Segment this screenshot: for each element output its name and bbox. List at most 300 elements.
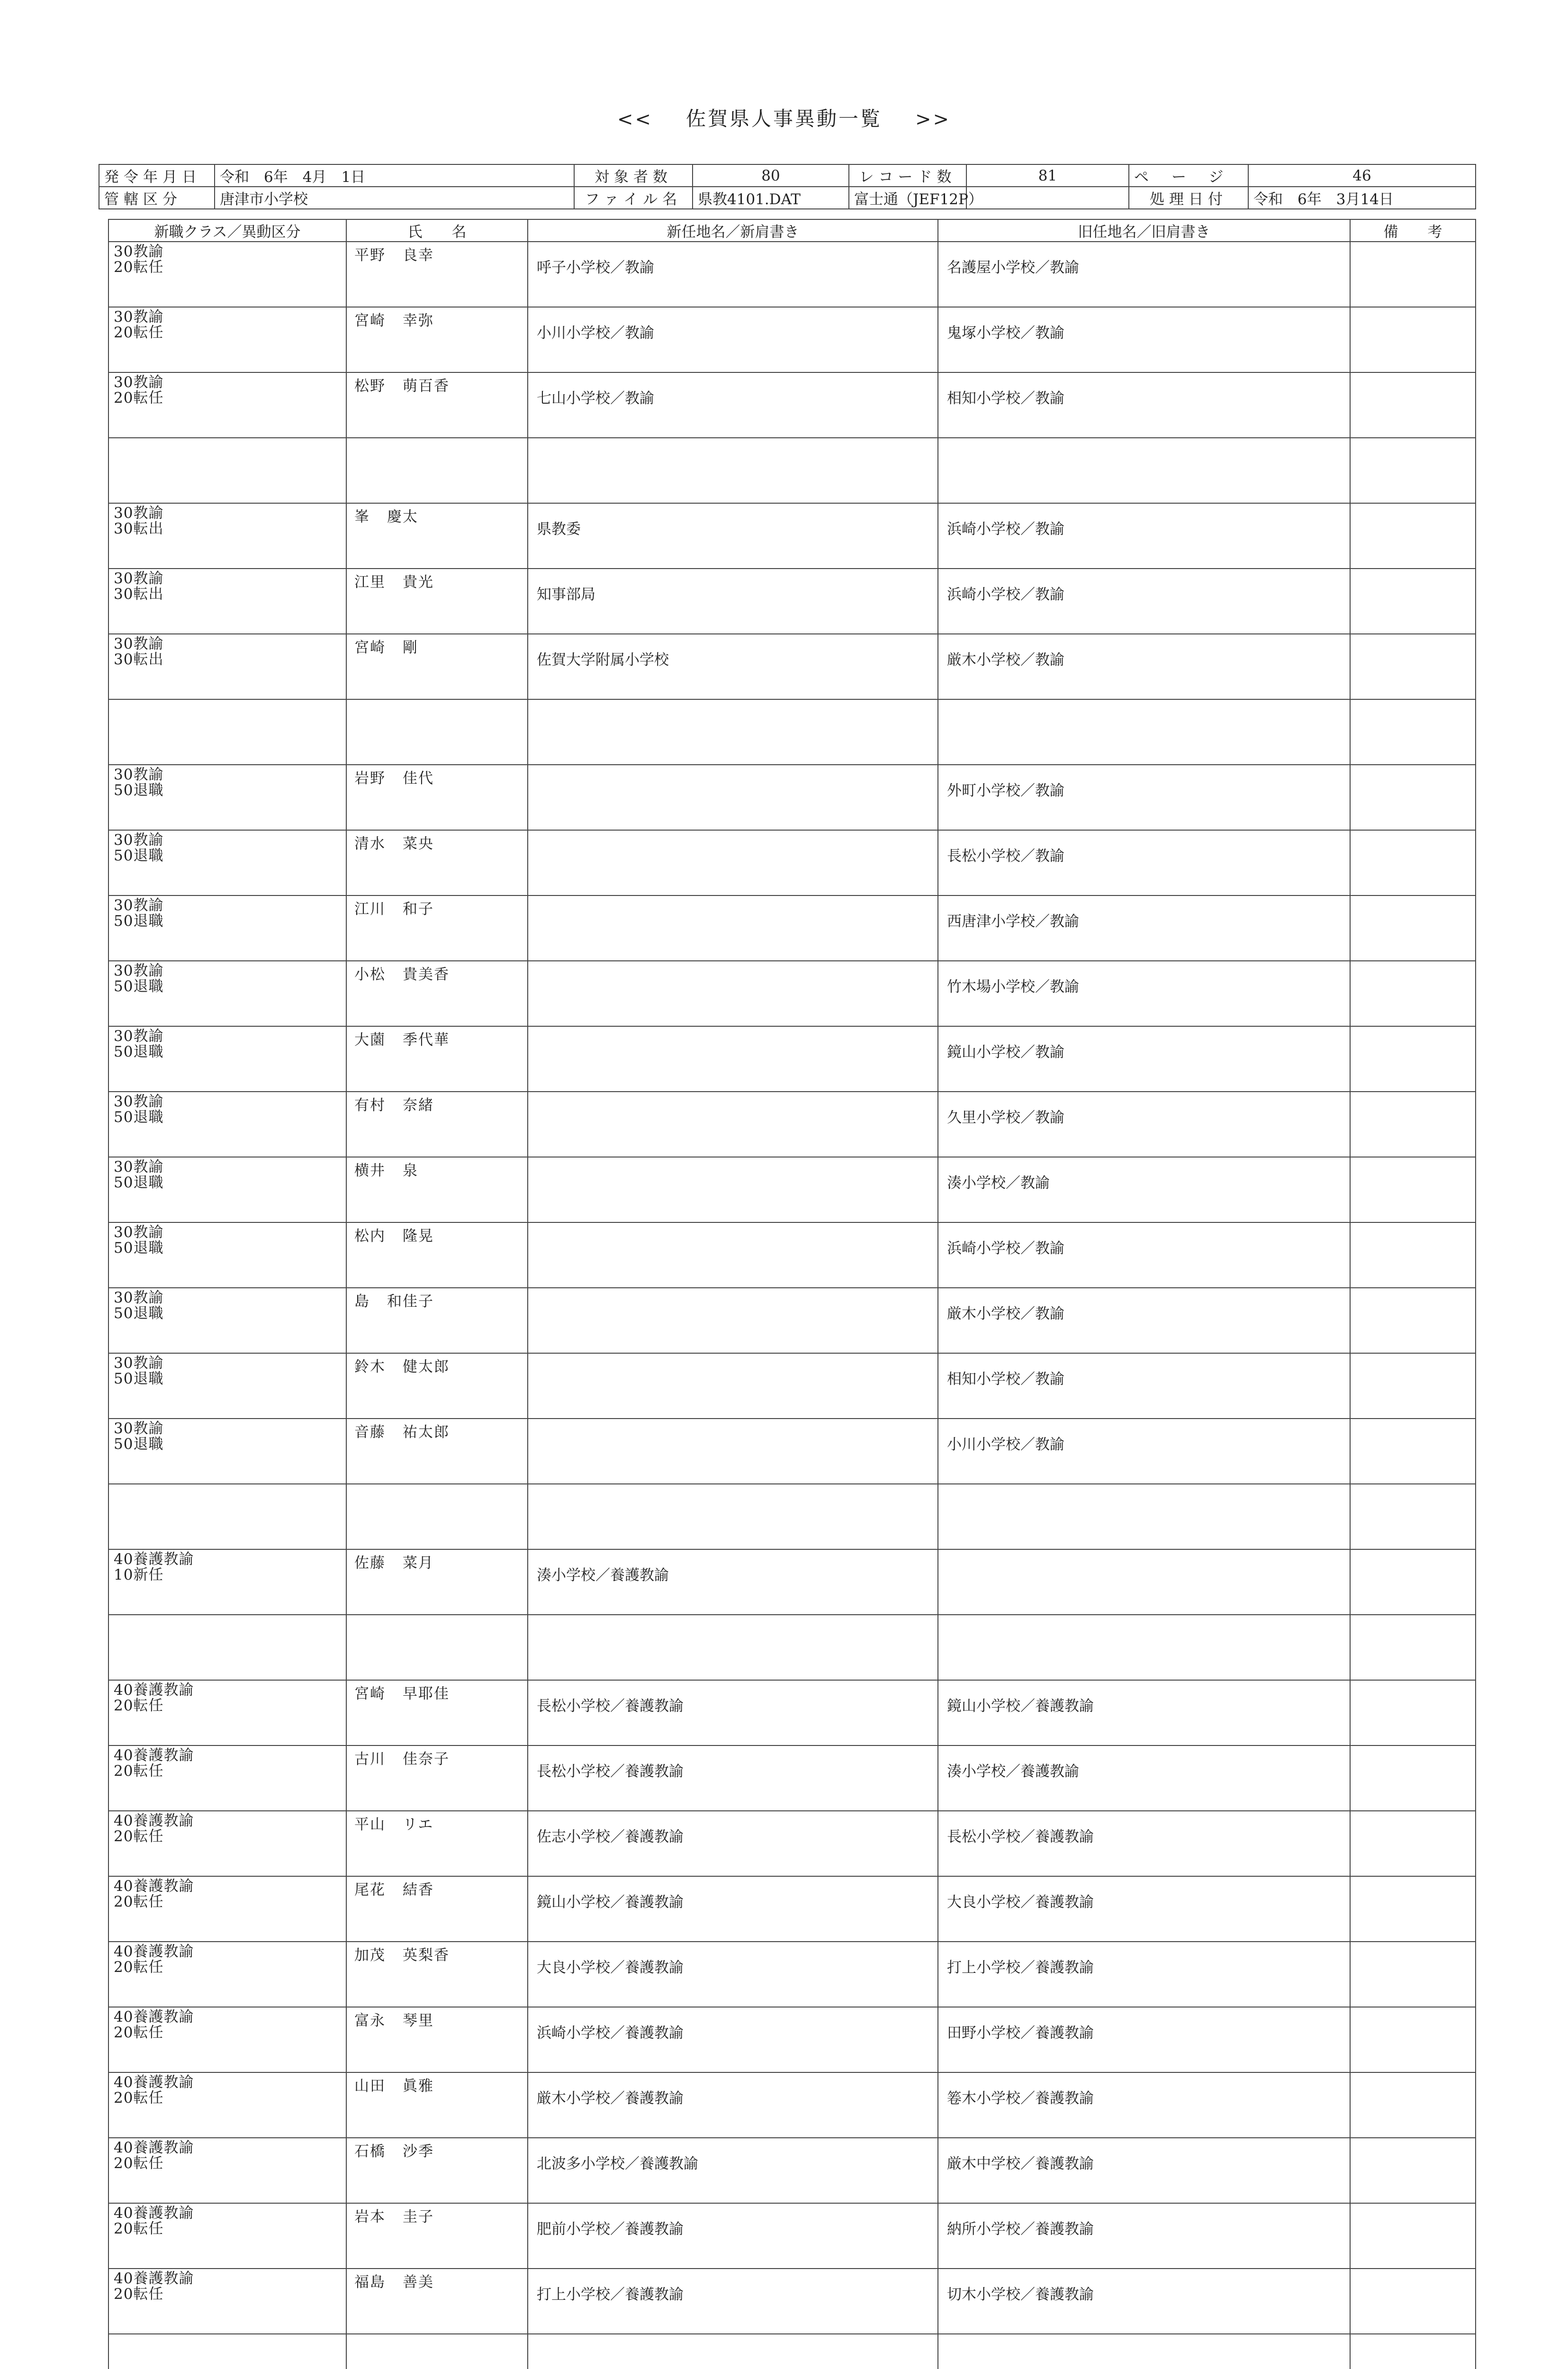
transfer-type: 50退職 bbox=[114, 1174, 164, 1192]
new-post-cell bbox=[528, 2334, 938, 2369]
new-post-cell bbox=[528, 1615, 938, 1680]
name-cell bbox=[346, 438, 528, 503]
header-info-table bbox=[99, 164, 1476, 209]
new-post-cell: 打上小学校／養護教諭 bbox=[528, 2269, 938, 2334]
new-post-cell bbox=[528, 1288, 938, 1353]
remarks-cell bbox=[1350, 2072, 1476, 2138]
old-post-cell: 西唐津小学校／教諭 bbox=[938, 895, 1350, 961]
remarks-cell bbox=[1350, 1549, 1476, 1615]
class-cell bbox=[108, 1549, 346, 1615]
job-class: 30教諭 bbox=[114, 308, 164, 326]
table-row bbox=[108, 1745, 1476, 1811]
table-row bbox=[108, 1222, 1476, 1288]
processed-date-value: 令和 6年 3月14日 bbox=[1248, 187, 1476, 209]
job-class: 40養護教諭 bbox=[114, 1682, 194, 1699]
surname: 江川 bbox=[354, 901, 386, 918]
new-post-cell bbox=[528, 1353, 938, 1419]
old-post-cell: 納所小学校／養護教諭 bbox=[938, 2203, 1350, 2269]
new-post-cell: 大良小学校／養護教諭 bbox=[528, 1942, 938, 2007]
new-post-cell: 佐賀大学附属小学校 bbox=[528, 634, 938, 699]
old-post-cell: 浜崎小学校／教諭 bbox=[938, 503, 1350, 569]
system-value: 富士通（JEF12P） bbox=[849, 187, 966, 209]
given-name: 菜央 bbox=[403, 835, 434, 852]
record-count-label: レコード数 bbox=[849, 164, 966, 187]
remarks-cell bbox=[1350, 1615, 1476, 1680]
surname: 岩野 bbox=[354, 770, 386, 787]
file-name-label: ファイル名 bbox=[574, 187, 693, 209]
remarks-cell bbox=[1350, 1680, 1476, 1745]
class-cell bbox=[108, 1353, 346, 1419]
name-cell bbox=[346, 242, 528, 307]
transfer-type: 50退職 bbox=[114, 1109, 164, 1126]
table-row bbox=[108, 1942, 1476, 2007]
remarks-cell bbox=[1350, 1353, 1476, 1419]
given-name: 奈緒 bbox=[403, 1097, 434, 1114]
table-row bbox=[108, 1549, 1476, 1615]
old-post-cell: 浜崎小学校／教諭 bbox=[938, 1222, 1350, 1288]
class-cell bbox=[108, 569, 346, 634]
surname: 宮崎 bbox=[354, 312, 386, 329]
new-post-cell: 浜崎小学校／養護教諭 bbox=[528, 2007, 938, 2072]
name-cell bbox=[346, 1419, 528, 1484]
given-name: 祐太郎 bbox=[403, 1424, 450, 1441]
given-name: 良幸 bbox=[403, 247, 434, 264]
name-cell bbox=[346, 765, 528, 830]
transfer-type: 30転出 bbox=[114, 586, 164, 603]
surname: 鈴木 bbox=[354, 1358, 386, 1375]
transfer-type: 30転出 bbox=[114, 520, 164, 538]
transfer-type: 50退職 bbox=[114, 1436, 164, 1453]
new-post-cell bbox=[528, 1419, 938, 1484]
given-name: 結香 bbox=[403, 1881, 434, 1899]
name-cell bbox=[346, 1288, 528, 1353]
old-post-cell: 厳木中学校／養護教諭 bbox=[938, 2138, 1350, 2203]
given-name: 佳代 bbox=[403, 770, 434, 787]
given-name: 貴美香 bbox=[403, 966, 450, 983]
class-cell bbox=[108, 1811, 346, 1876]
new-post-cell bbox=[528, 1157, 938, 1222]
name-cell bbox=[346, 1942, 528, 2007]
remarks-cell bbox=[1350, 1222, 1476, 1288]
job-class: 30教諭 bbox=[114, 1420, 164, 1437]
table-row bbox=[108, 503, 1476, 569]
table-row bbox=[108, 569, 1476, 634]
old-post-cell: 大良小学校／養護教諭 bbox=[938, 1876, 1350, 1942]
surname: 松野 bbox=[354, 378, 386, 395]
transfer-records-table bbox=[108, 219, 1476, 2369]
remarks-cell bbox=[1350, 242, 1476, 307]
table-row bbox=[108, 895, 1476, 961]
old-post-cell bbox=[938, 699, 1350, 765]
given-name: 善美 bbox=[403, 2274, 434, 2291]
surname: 尾花 bbox=[354, 1881, 386, 1899]
table-row bbox=[108, 1811, 1476, 1876]
name-cell bbox=[346, 699, 528, 765]
transfer-type: 20転任 bbox=[114, 1959, 164, 1976]
surname: 島 bbox=[354, 1293, 370, 1310]
old-post-cell: 鏡山小学校／教諭 bbox=[938, 1026, 1350, 1092]
name-cell bbox=[346, 634, 528, 699]
surname: 石橋 bbox=[354, 2143, 386, 2160]
transfer-type: 20転任 bbox=[114, 2089, 164, 2107]
transfer-type: 30転出 bbox=[114, 651, 164, 669]
name-cell bbox=[346, 2138, 528, 2203]
given-name: 泉 bbox=[403, 1162, 418, 1179]
job-class: 30教諭 bbox=[114, 1224, 164, 1241]
class-cell bbox=[108, 1876, 346, 1942]
old-post-cell: 湊小学校／教諭 bbox=[938, 1157, 1350, 1222]
title-close-mark: >> bbox=[915, 109, 951, 130]
remarks-cell bbox=[1350, 1288, 1476, 1353]
old-post-cell: 箞木小学校／養護教諭 bbox=[938, 2072, 1350, 2138]
class-cell bbox=[108, 1288, 346, 1353]
file-name-value: 県教4101.DAT bbox=[693, 187, 849, 209]
class-cell bbox=[108, 307, 346, 372]
transfer-type: 50退職 bbox=[114, 913, 164, 930]
old-post-cell: 名護屋小学校／教諭 bbox=[938, 242, 1350, 307]
document-title bbox=[0, 103, 1568, 132]
old-post-cell bbox=[938, 1484, 1350, 1549]
new-post-cell bbox=[528, 1092, 938, 1157]
class-cell bbox=[108, 372, 346, 438]
class-cell bbox=[108, 503, 346, 569]
header-info-row-2 bbox=[99, 187, 1476, 209]
table-row bbox=[108, 1680, 1476, 1745]
remarks-cell bbox=[1350, 634, 1476, 699]
old-post-cell: 長松小学校／教諭 bbox=[938, 830, 1350, 895]
job-class: 40養護教諭 bbox=[114, 1747, 194, 1764]
table-row bbox=[108, 438, 1476, 503]
given-name: 剛 bbox=[403, 639, 418, 656]
old-post-cell: 鏡山小学校／養護教諭 bbox=[938, 1680, 1350, 1745]
name-cell bbox=[346, 2269, 528, 2334]
job-class: 30教諭 bbox=[114, 832, 164, 849]
surname: 加茂 bbox=[354, 1947, 386, 1964]
name-cell bbox=[346, 1353, 528, 1419]
class-cell bbox=[108, 1419, 346, 1484]
remarks-cell bbox=[1350, 830, 1476, 895]
old-post-cell bbox=[938, 1615, 1350, 1680]
given-name: 萌百香 bbox=[403, 378, 450, 395]
table-row bbox=[108, 1419, 1476, 1484]
old-post-cell: 湊小学校／養護教諭 bbox=[938, 1745, 1350, 1811]
given-name: 慶太 bbox=[387, 508, 418, 525]
given-name: 英梨香 bbox=[403, 1947, 450, 1964]
jurisdiction-label: 管轄区分 bbox=[99, 187, 215, 209]
old-post-cell: 小川小学校／教諭 bbox=[938, 1419, 1350, 1484]
issue-date-value: 令和 6年 4月 1日 bbox=[215, 164, 574, 187]
old-post-cell: 打上小学校／養護教諭 bbox=[938, 1942, 1350, 2007]
title-text: 佐賀県人事異動一覧 bbox=[685, 107, 882, 130]
surname: 岩本 bbox=[354, 2208, 386, 2225]
job-class: 30教諭 bbox=[114, 897, 164, 914]
new-post-cell: 長松小学校／養護教諭 bbox=[528, 1745, 938, 1811]
remarks-cell bbox=[1350, 765, 1476, 830]
name-cell bbox=[346, 1484, 528, 1549]
job-class: 40養護教諭 bbox=[114, 2205, 194, 2222]
table-row bbox=[108, 372, 1476, 438]
remarks-cell bbox=[1350, 2203, 1476, 2269]
transfer-type: 20転任 bbox=[114, 1893, 164, 1911]
remarks-cell bbox=[1350, 699, 1476, 765]
class-cell bbox=[108, 895, 346, 961]
remarks-cell bbox=[1350, 307, 1476, 372]
job-class: 40養護教諭 bbox=[114, 2008, 194, 2025]
class-cell bbox=[108, 2138, 346, 2203]
surname: 音藤 bbox=[354, 1424, 386, 1441]
table-row bbox=[108, 1026, 1476, 1092]
surname: 横井 bbox=[354, 1162, 386, 1179]
old-post-cell: 外町小学校／教諭 bbox=[938, 765, 1350, 830]
transfer-type: 20転任 bbox=[114, 1697, 164, 1715]
remarks-cell bbox=[1350, 1876, 1476, 1942]
old-post-cell: 長松小学校／養護教諭 bbox=[938, 1811, 1350, 1876]
target-count-value: 80 bbox=[693, 164, 849, 187]
job-class: 40養護教諭 bbox=[114, 2270, 194, 2287]
given-name: 季代華 bbox=[403, 1031, 450, 1049]
new-post-cell bbox=[528, 1026, 938, 1092]
job-class: 30教諭 bbox=[114, 374, 164, 391]
remarks-cell bbox=[1350, 2334, 1476, 2369]
name-cell bbox=[346, 961, 528, 1026]
new-post-cell: 七山小学校／教諭 bbox=[528, 372, 938, 438]
class-cell bbox=[108, 2334, 346, 2369]
transfer-type: 20転任 bbox=[114, 2286, 164, 2303]
transfer-type: 20転任 bbox=[114, 2155, 164, 2172]
job-class: 40養護教諭 bbox=[114, 1878, 194, 1895]
transfer-type: 20転任 bbox=[114, 389, 164, 407]
name-cell bbox=[346, 1811, 528, 1876]
title-open-mark: << bbox=[617, 109, 653, 130]
name-cell bbox=[346, 1876, 528, 1942]
surname: 福島 bbox=[354, 2274, 386, 2291]
remarks-cell bbox=[1350, 1026, 1476, 1092]
name-cell bbox=[346, 1092, 528, 1157]
table-row bbox=[108, 2203, 1476, 2269]
transfer-type: 50退職 bbox=[114, 1305, 164, 1322]
old-post-cell: 田野小学校／養護教諭 bbox=[938, 2007, 1350, 2072]
remarks-cell bbox=[1350, 1092, 1476, 1157]
new-post-cell: 知事部局 bbox=[528, 569, 938, 634]
table-row bbox=[108, 1484, 1476, 1549]
transfer-type: 50退職 bbox=[114, 1239, 164, 1257]
name-cell bbox=[346, 1615, 528, 1680]
class-cell bbox=[108, 2072, 346, 2138]
surname: 大薗 bbox=[354, 1031, 386, 1049]
name-cell bbox=[346, 569, 528, 634]
old-post-cell bbox=[938, 2334, 1350, 2369]
job-class: 30教諭 bbox=[114, 505, 164, 522]
surname: 山田 bbox=[354, 2078, 386, 2095]
class-cell bbox=[108, 1026, 346, 1092]
table-row bbox=[108, 1353, 1476, 1419]
given-name: 幸弥 bbox=[403, 312, 434, 329]
remarks-cell bbox=[1350, 2269, 1476, 2334]
record-count-value: 81 bbox=[966, 164, 1129, 187]
table-row bbox=[108, 2007, 1476, 2072]
transfer-type: 50退職 bbox=[114, 978, 164, 995]
table-row bbox=[108, 1092, 1476, 1157]
job-class: 30教諭 bbox=[114, 243, 164, 260]
given-name: 佳奈子 bbox=[403, 1751, 450, 1768]
new-post-cell: 県教委 bbox=[528, 503, 938, 569]
job-class: 40養護教諭 bbox=[114, 2074, 194, 2091]
surname: 古川 bbox=[354, 1751, 386, 1768]
jurisdiction-value: 唐津市小学校 bbox=[215, 187, 574, 209]
name-cell bbox=[346, 1157, 528, 1222]
surname: 平野 bbox=[354, 247, 386, 264]
old-post-cell: 相知小学校／教諭 bbox=[938, 1353, 1350, 1419]
remarks-cell bbox=[1350, 1419, 1476, 1484]
surname: 富永 bbox=[354, 2012, 386, 2029]
job-class: 40養護教諭 bbox=[114, 1943, 194, 1960]
class-cell bbox=[108, 1680, 346, 1745]
table-row bbox=[108, 765, 1476, 830]
name-cell bbox=[346, 1745, 528, 1811]
old-post-cell: 久里小学校／教諭 bbox=[938, 1092, 1350, 1157]
new-post-cell: 湊小学校／養護教諭 bbox=[528, 1549, 938, 1615]
new-post-cell bbox=[528, 1222, 938, 1288]
table-row bbox=[108, 242, 1476, 307]
new-post-cell: 小川小学校／教諭 bbox=[528, 307, 938, 372]
page-label: ページ bbox=[1129, 164, 1248, 187]
table-row bbox=[108, 634, 1476, 699]
remarks-cell bbox=[1350, 1484, 1476, 1549]
old-post-cell: 鬼塚小学校／教諭 bbox=[938, 307, 1350, 372]
header-info-row-1 bbox=[99, 164, 1476, 187]
table-row bbox=[108, 1876, 1476, 1942]
given-name: 早耶佳 bbox=[403, 1685, 450, 1702]
job-class: 30教諭 bbox=[114, 1093, 164, 1110]
table-row bbox=[108, 830, 1476, 895]
new-post-cell bbox=[528, 895, 938, 961]
given-name: 健太郎 bbox=[403, 1358, 450, 1375]
name-cell bbox=[346, 1680, 528, 1745]
new-post-cell bbox=[528, 438, 938, 503]
class-cell bbox=[108, 699, 346, 765]
column-header-old-post: 旧任地名／旧肩書き bbox=[938, 219, 1350, 242]
remarks-cell bbox=[1350, 372, 1476, 438]
surname: 宮崎 bbox=[354, 639, 386, 656]
class-cell bbox=[108, 2203, 346, 2269]
surname: 清水 bbox=[354, 835, 386, 852]
new-post-cell: 北波多小学校／養護教諭 bbox=[528, 2138, 938, 2203]
new-post-cell: 佐志小学校／養護教諭 bbox=[528, 1811, 938, 1876]
given-name: 和佳子 bbox=[387, 1293, 434, 1310]
surname: 峯 bbox=[354, 508, 370, 525]
class-cell bbox=[108, 242, 346, 307]
class-cell bbox=[108, 634, 346, 699]
remarks-cell bbox=[1350, 438, 1476, 503]
old-post-cell: 厳木小学校／教諭 bbox=[938, 1288, 1350, 1353]
table-row bbox=[108, 961, 1476, 1026]
given-name: 貴光 bbox=[403, 574, 434, 591]
column-header-remarks: 備 考 bbox=[1350, 219, 1476, 242]
job-class: 40養護教諭 bbox=[114, 2139, 194, 2156]
remarks-cell bbox=[1350, 1745, 1476, 1811]
remarks-cell bbox=[1350, 1942, 1476, 2007]
transfer-type: 10新任 bbox=[114, 1566, 164, 1584]
class-cell bbox=[108, 1157, 346, 1222]
target-count-label: 対象者数 bbox=[574, 164, 693, 187]
remarks-cell bbox=[1350, 1811, 1476, 1876]
column-header-new-post: 新任地名／新肩書き bbox=[528, 219, 938, 242]
surname: 平山 bbox=[354, 1816, 386, 1833]
transfer-type: 20転任 bbox=[114, 259, 164, 276]
given-name: 琴里 bbox=[403, 2012, 434, 2029]
column-header-name: 氏 名 bbox=[346, 219, 528, 242]
surname: 松内 bbox=[354, 1228, 386, 1245]
class-cell bbox=[108, 2007, 346, 2072]
class-cell bbox=[108, 1615, 346, 1680]
name-cell bbox=[346, 503, 528, 569]
job-class: 30教諭 bbox=[114, 1355, 164, 1372]
job-class: 30教諭 bbox=[114, 1028, 164, 1045]
name-cell bbox=[346, 895, 528, 961]
surname: 佐藤 bbox=[354, 1555, 386, 1572]
new-post-cell bbox=[528, 1484, 938, 1549]
old-post-cell: 浜崎小学校／教諭 bbox=[938, 569, 1350, 634]
table-row bbox=[108, 1157, 1476, 1222]
old-post-cell bbox=[938, 1549, 1350, 1615]
old-post-cell: 切木小学校／養護教諭 bbox=[938, 2269, 1350, 2334]
job-class: 30教諭 bbox=[114, 1158, 164, 1175]
transfer-type: 20転任 bbox=[114, 2220, 164, 2238]
given-name: 眞雅 bbox=[403, 2078, 434, 2095]
table-row bbox=[108, 307, 1476, 372]
new-post-cell: 厳木小学校／養護教諭 bbox=[528, 2072, 938, 2138]
class-cell bbox=[108, 1484, 346, 1549]
name-cell bbox=[346, 2203, 528, 2269]
transfer-type: 20転任 bbox=[114, 1828, 164, 1845]
old-post-cell: 相知小学校／教諭 bbox=[938, 372, 1350, 438]
name-cell bbox=[346, 2007, 528, 2072]
given-name: 圭子 bbox=[403, 2208, 434, 2225]
table-row bbox=[108, 2072, 1476, 2138]
job-class: 40養護教諭 bbox=[114, 1551, 194, 1568]
surname: 小松 bbox=[354, 966, 386, 983]
given-name: 沙季 bbox=[403, 2143, 434, 2160]
new-post-cell: 肥前小学校／養護教諭 bbox=[528, 2203, 938, 2269]
given-name: 隆晃 bbox=[403, 1228, 434, 1245]
name-cell bbox=[346, 2072, 528, 2138]
table-row bbox=[108, 2138, 1476, 2203]
name-cell bbox=[346, 1222, 528, 1288]
transfer-type: 50退職 bbox=[114, 1370, 164, 1388]
name-cell bbox=[346, 830, 528, 895]
old-post-cell bbox=[938, 438, 1350, 503]
name-cell bbox=[346, 1026, 528, 1092]
transfer-type: 50退職 bbox=[114, 782, 164, 799]
remarks-cell bbox=[1350, 2007, 1476, 2072]
remarks-cell bbox=[1350, 961, 1476, 1026]
given-name: 菜月 bbox=[403, 1555, 434, 1572]
job-class: 30教諭 bbox=[114, 766, 164, 783]
old-post-cell: 厳木小学校／教諭 bbox=[938, 634, 1350, 699]
column-header-class: 新職クラス／異動区分 bbox=[108, 219, 346, 242]
surname: 有村 bbox=[354, 1097, 386, 1114]
remarks-cell bbox=[1350, 569, 1476, 634]
old-post-cell: 竹木場小学校／教諭 bbox=[938, 961, 1350, 1026]
job-class: 30教諭 bbox=[114, 635, 164, 652]
name-cell bbox=[346, 1549, 528, 1615]
job-class: 30教諭 bbox=[114, 1289, 164, 1306]
remarks-cell bbox=[1350, 503, 1476, 569]
table-row bbox=[108, 2334, 1476, 2369]
job-class: 30教諭 bbox=[114, 570, 164, 587]
job-class: 40養護教諭 bbox=[114, 1812, 194, 1829]
new-post-cell: 鏡山小学校／養護教諭 bbox=[528, 1876, 938, 1942]
